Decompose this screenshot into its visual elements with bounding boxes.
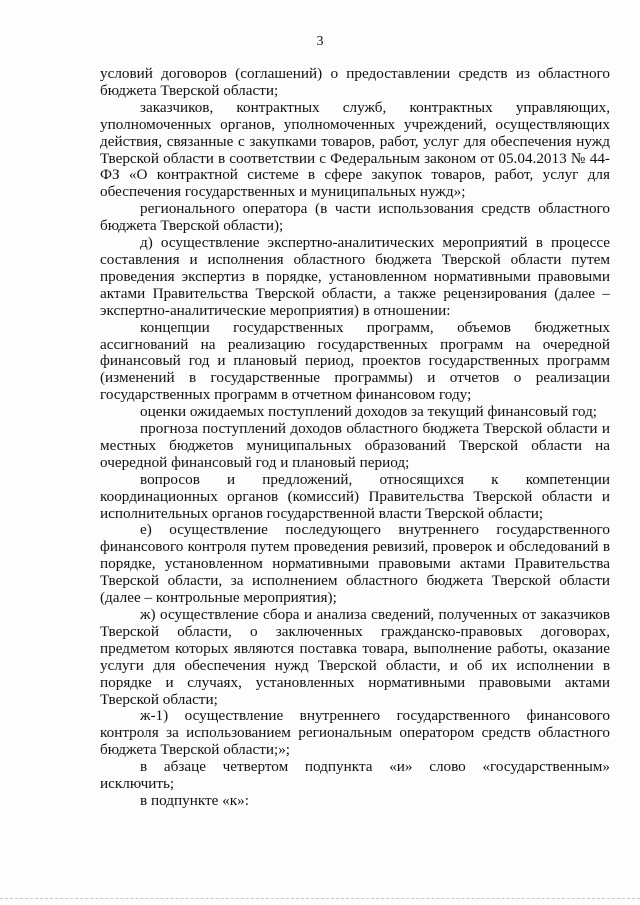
page-number: 3: [316, 34, 324, 49]
paragraph-8: вопросов и предложений, относящихся к компетенции координационных органов (комиссий) Правительства Тверской области и исполнительных органов государственной власти Тверской области;: [100, 470, 610, 522]
paragraph-3: регионального оператора (в части использования средств областного бюджета Тверской области);: [100, 200, 610, 235]
paragraph-1: условий договоров (соглашений) о предоставлении средств из областного бюджета Тверской области;: [100, 65, 610, 99]
paragraph-7: прогноза поступлений доходов областного бюджета Тверской области и местных бюджетов муниципальных образований Тверской области на очередной финансовый год и плановый период;: [100, 420, 610, 471]
document-body: [100, 66, 610, 810]
paragraph-5: концепции государственных программ, объемов бюджетных ассигнований на реализацию государственных программ на очередной финансовый год и плановый период, проектов государственных программ (изменений в государственные программы) и отчетов о реализации государственных программ в отчетном финансовом году;: [100, 318, 610, 404]
paragraph-10: ж) осуществление сбора и анализа сведений, полученных от заказчиков Тверской области, о заключенных гражданско-правовых договорах, предметом которых являются поставка товара, выполнение работы, оказание услуги для обеспечения нужд Тверской области, и об их исполнении в порядке и случаях, установленных нормативными правовыми актами Тверской области;: [100, 606, 610, 708]
paragraph-4: д) осуществление экспертно-аналитических мероприятий в процессе составления и исполнения областного бюджета Тверской области путем проведения экспертиз в порядке, установленном нормативными правовыми актами Правительства Тверской области, а также рецензирования (далее – экспертно-аналитические мероприятия) в отношении:: [100, 234, 610, 319]
scan-edge-divider: [0, 898, 640, 905]
paragraph-6: оценки ожидаемых поступлений доходов за текущий финансовый год;: [140, 403, 598, 421]
paragraph-2: заказчиков, контрактных служб, контрактных управляющих, уполномоченных органов, уполномоченных учреждений, осуществляющих действия, связанные с закупками товаров, работ, услуг для обеспечения нужд Тверской области в соответствии с Федеральным законом от 05.04.2013 № 44-ФЗ «О контрактной системе в сфере закупок товаров, работ, услуг для обеспечения государственных и муниципальных нужд»;: [100, 98, 610, 201]
paragraph-12: в абзаце четвертом подпункта «и» слово «государственным» исключить;: [100, 758, 610, 793]
paragraph-11: ж-1) осуществление внутреннего государственного финансового контроля за использованием региональным оператором средств областного бюджета Тверской области;»;: [100, 707, 610, 759]
paragraph-13: в подпункте «к»:: [140, 791, 249, 809]
paragraph-9: е) осуществление последующего внутреннего государственного финансового контроля путем проведения ревизий, проверок и обследований в порядке, установленном нормативными правовыми актами Правительства Тверской области, за исполнением областного бюджета Тверской области (далее – контрольные мероприятия);: [100, 521, 610, 607]
